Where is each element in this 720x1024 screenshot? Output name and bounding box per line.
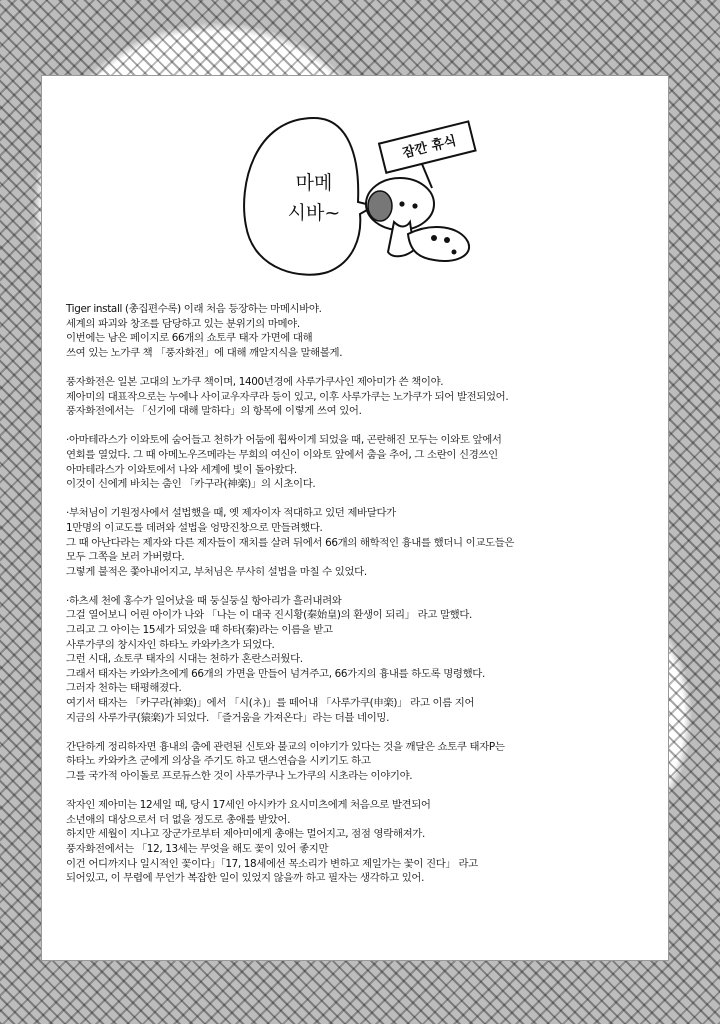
text-line: 작자인 제아미는 12세일 때, 당시 17세인 아시카가 요시미츠에게 처음으로 발견되어 bbox=[66, 799, 431, 812]
text-line: 연회를 열었다. 그 때 아메노우즈메라는 무희의 여신이 이와토 앞에서 춤을 추어, 그 소란이 신경쓰인 bbox=[66, 448, 498, 461]
text-line: 그 때 아난다라는 제자와 다른 제자들이 재치를 살려 뒤에서 66개의 해학적인 흉내를 했더니 이교도들은 bbox=[66, 536, 515, 549]
text-line: 그리고 그 아이는 15세가 되었을 때 하타(秦)라는 이름을 받고 bbox=[66, 624, 333, 637]
text-line: 이번에는 남은 페이지로 66개의 쇼토쿠 태자 가면에 대해 bbox=[66, 332, 313, 345]
sign-label: 잠깐 휴식 bbox=[401, 133, 458, 162]
text-line: 세계의 파괴와 창조를 담당하고 있는 분위기의 마메야. bbox=[66, 317, 300, 330]
text-line: 그를 국가적 아이돌로 프로듀스한 것이 사루가쿠나 노가쿠의 시초라는 이야기야. bbox=[66, 770, 413, 782]
paragraph-zeami bbox=[66, 798, 666, 886]
paragraph-intro bbox=[66, 302, 666, 360]
text-line: ·하츠세 천에 홍수가 일어났을 때 둥실둥실 항아리가 흘러내려와 bbox=[66, 594, 342, 607]
text-line: 1만명의 이교도를 데려와 설법을 엉망진창으로 만들려했다. bbox=[66, 521, 323, 534]
paragraph-fushikaden bbox=[66, 375, 666, 419]
text-line: 풍자화전에서는 「신기에 대해 말하다」의 항목에 이렇게 쓰여 있어. bbox=[66, 405, 362, 418]
text-line: 쓰여 있는 노가쿠 책 「풍자화전」에 대해 깨알지식을 말해볼게. bbox=[66, 346, 343, 359]
text-line: 그걸 열어보니 어린 아이가 나와 「나는 이 대국 진시황(秦始皇)의 환생이 되리」 라고 말했다. bbox=[66, 609, 472, 622]
text-line: 그런 시대, 쇼토쿠 태자의 시대는 천하가 혼란스러웠다. bbox=[66, 653, 303, 666]
mame-shiba-icon bbox=[366, 178, 469, 261]
article-body bbox=[66, 302, 666, 900]
text-line: Tiger install (총집편수록) 이래 처음 등장하는 마메시바야. bbox=[66, 303, 322, 315]
text-line: 간단하게 정리하자면 흉내의 춤에 관련된 신토와 불교의 이야기가 있다는 것을 깨달은 쇼토쿠 태자P는 bbox=[66, 740, 505, 753]
text-line: 제아미의 대표작으로는 누에나 사이교우자쿠라 등이 있고, 이후 사루가쿠는 노가쿠가 되어 발전되었어. bbox=[66, 390, 509, 403]
text-line: 그렇게 불적은 쫓아내어지고, 부처님은 무사히 설법을 마칠 수 있었다. bbox=[66, 565, 367, 578]
paragraph-amaterasu bbox=[66, 433, 666, 491]
text-line: 여기서 태자는 「카구라(神楽)」에서 「시(ネ)」를 떼어내 「사루가쿠(申楽)」 라고 이름 지어 bbox=[66, 697, 475, 710]
text-line: 하지만 세월이 지나고 장군가로부터 제아미에게 총애는 멀어지고, 점점 영락해져가. bbox=[66, 828, 425, 841]
text-line: 모두 그쪽을 보러 가버렸다. bbox=[66, 551, 185, 564]
text-line: ·아마테라스가 이와토에 숨어들고 천하가 어둠에 휩싸이게 되었을 때, 곤란해진 모두는 이와토 앞에서 bbox=[66, 434, 502, 447]
text-line: 아마테라스가 이와토에서 나와 세계에 빛이 돌아왔다. bbox=[66, 463, 297, 476]
text-line: ·부처님이 기원정사에서 설법했을 때, 옛 제자이자 적대하고 있던 제바달다가 bbox=[66, 507, 396, 520]
text-line: 소년애의 대상으로서 더 없을 정도로 총애를 받았어. bbox=[66, 813, 291, 826]
text-line: 풍자화전은 일본 고대의 노가쿠 책이며, 1400년경에 사루가쿠사인 제아미가 쓴 책이야. bbox=[66, 375, 444, 388]
page-panel bbox=[42, 76, 668, 960]
paragraph-summary bbox=[66, 740, 666, 784]
paragraph-hatsuse bbox=[66, 594, 666, 725]
text-line: 이것이 신에게 바치는 춤인 「카구라(神楽)」의 시초이다. bbox=[66, 478, 316, 491]
text-line: 하타노 카와카츠 군에게 의상을 주기도 하고 댄스연습을 시키기도 하고 bbox=[66, 755, 371, 768]
text-line: 되어있고, 이 무렵에 무언가 복잡한 일이 있었지 않을까 하고 필자는 생각하고 있어. bbox=[66, 872, 425, 885]
paragraph-buddha bbox=[66, 506, 666, 579]
text-line: 그러자 천하는 태평해졌다. bbox=[66, 682, 182, 695]
text-line: 사루가쿠의 창시자인 하타노 카와카츠가 되었다. bbox=[66, 638, 275, 651]
text-line: 지금의 사루가쿠(猿楽)가 되었다. 「즐거움을 가져온다」라는 더블 네이밍. bbox=[66, 711, 390, 724]
text-line: 이건 어디까지나 일시적인 꽃이다」「17, 18세에선 목소리가 변하고 제일가는 꽃이 진다」 라고 bbox=[66, 857, 478, 870]
speech-bubble-text: 마메 시바~ bbox=[287, 172, 341, 224]
text-line: 풍자화전에서는 「12, 13세는 무엇을 해도 꽃이 있어 좋지만 bbox=[66, 842, 329, 855]
text-line: 그래서 태자는 카와카츠에게 66개의 가면을 만들어 넘겨주고, 66가지의 흉내를 하도록 명령했다. bbox=[66, 667, 485, 680]
